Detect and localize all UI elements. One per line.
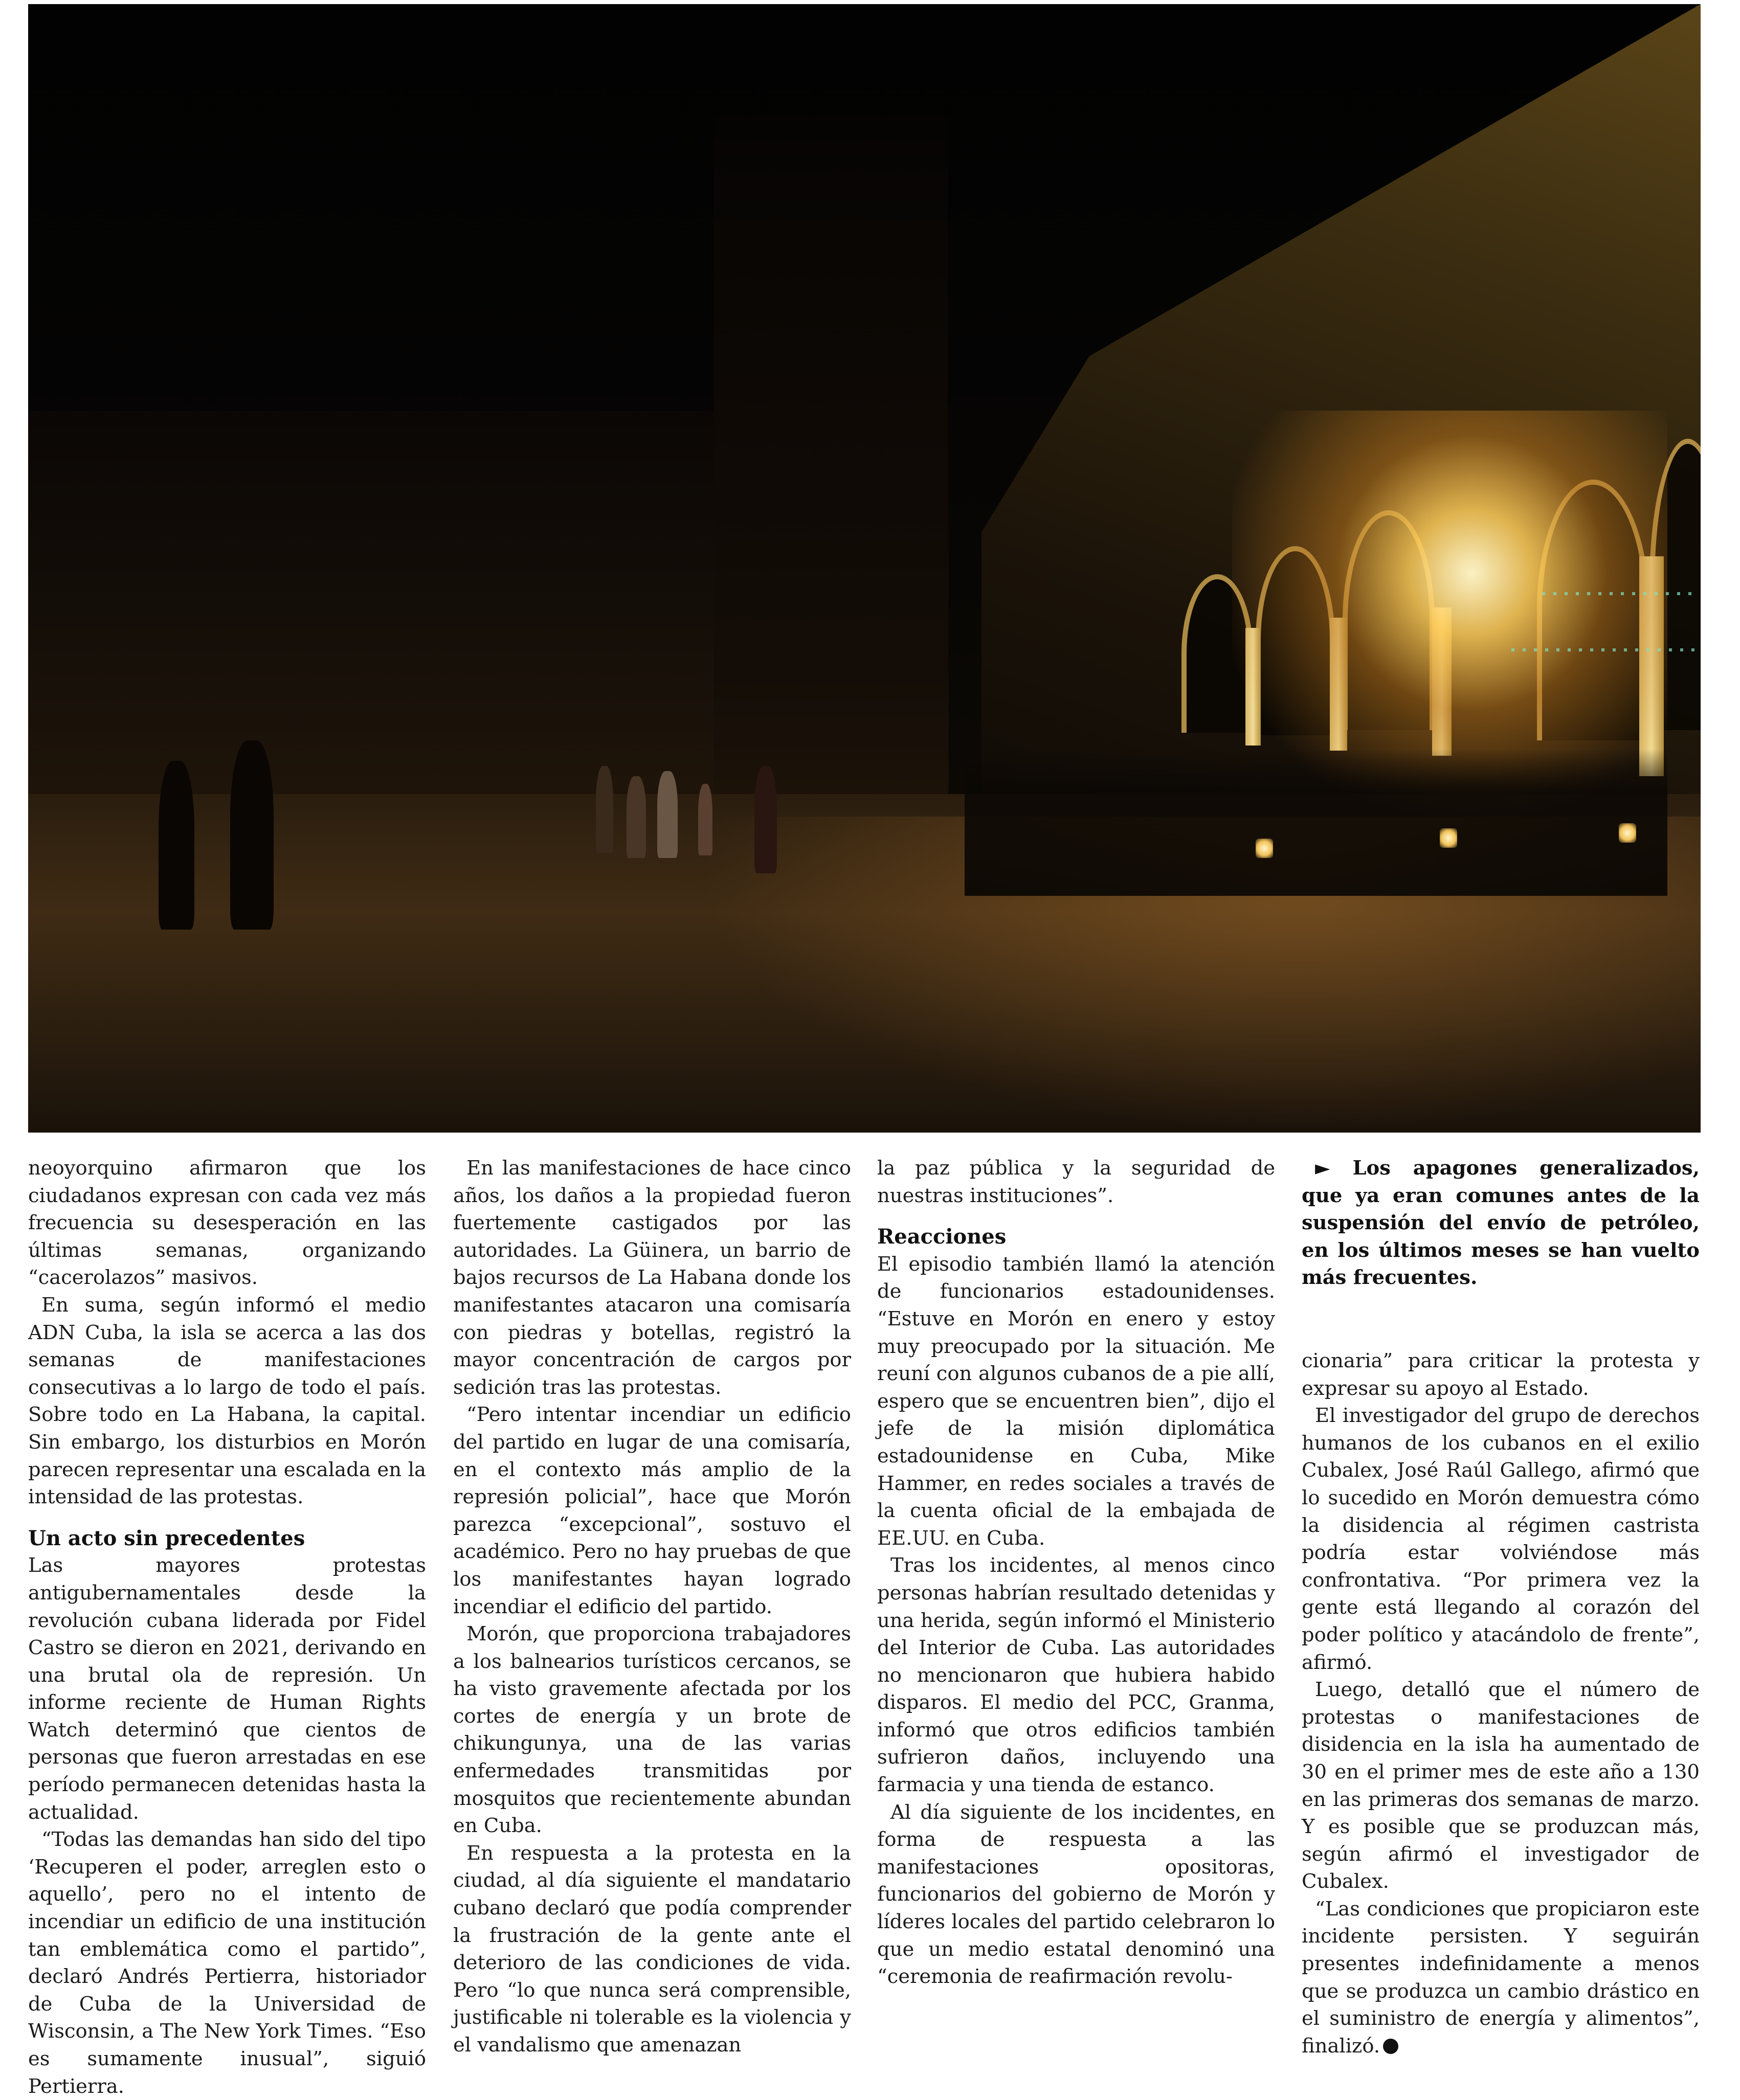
paragraph: la paz pública y la seguridad de nuestras instituciones”. <box>877 1157 1275 1207</box>
paragraph: Morón, que proporciona trabajadores a los balnearios turísticos cercanos, se ha visto gravemente afectada por los cortes de energía y un brote de chikungunya, una de las varias enfermedades transmitidas por mosquitos que recientemente abundan en Cuba. <box>453 1622 851 1838</box>
person-silhouette <box>754 766 777 873</box>
paragraph: El episodio también llamó la atención de funcionarios estadounidenses. “Estuve en Morón en enero y estoy muy preocupado por la situación. Me reuní con algunos cubanos de a pie allí, espero que se encuentren bien”, dijo el jefe de la misión diplomática estadounidense en Cuba, Mike Hammer, en redes sociales a través de la cuenta oficial de la embajada de EE.UU. en Cuba. <box>877 1252 1275 1550</box>
closing-text: “Las condiciones que propiciaron este incidente persisten. Y seguirán presentes indefinidamente a menos que se produzca un cambio drástico en el suministro de energía y alimentos”, finalizó. <box>1302 1897 1700 2058</box>
tower-silhouette <box>714 117 948 817</box>
person-silhouette <box>159 761 194 930</box>
table-lantern <box>1256 839 1273 858</box>
person-silhouette <box>596 766 613 853</box>
caption-arrow-icon: ► <box>1315 1157 1330 1180</box>
table-lantern <box>1619 823 1636 843</box>
paragraph: En las manifestaciones de hace cinco años, los daños a la propiedad fueron fuertemente castigados por las autoridades. La Güinera, un barrio de bajos recursos de La Habana donde los manifestantes atacaron una comisaría con piedras y botellas, registró la mayor concentración de cargos por sedición tras las protestas. <box>453 1157 851 1399</box>
person-silhouette <box>230 740 274 930</box>
caption-text: Los apagones generalizados, que ya eran comunes antes de la suspensión del envío de petróleo, en los últimos meses se han vuelto más frecuentes. <box>1302 1157 1700 1290</box>
article-column-4 <box>1302 1155 1700 1292</box>
paragraph: En respuesta a la protesta en la ciudad, al día siguiente el mandatario cubano declaró que podía comprender la frustración de la gente ante el deterioro de las condiciones de vida. Pero “lo que nunca será comprensible, justificable ni tolerable es la violencia y el vandalismo que amenazan <box>453 1841 851 2057</box>
night-plaza-photo <box>28 4 1701 1133</box>
person-silhouette <box>657 771 678 858</box>
table-lantern <box>1440 828 1457 848</box>
cafe-crowd <box>965 749 1667 896</box>
paragraph: En suma, según informó el medio ADN Cuba, la isla se acerca a las dos semanas de manifestaciones consecutivas a lo largo de todo el país. Sobre todo en La Habana, la capital. Sin embargo, los disturbios en Morón parecen representar una escalada en la intensidad de las protestas. <box>28 1293 426 1509</box>
string-lights <box>1511 648 1696 651</box>
paragraph: El investigador del grupo de derechos humanos de los cubanos en el exilio Cubalex, José Raúl Gallego, afirmó que lo sucedido en Morón demuestra cómo la disidencia al régimen castrista podría estar volviéndose más confrontativa. “Por primera vez la gente está llegando al corazón del poder político y atacándolo de frente”, afirmó. <box>1302 1404 1700 1674</box>
paragraph: Las mayores protestas antigubernamentales desde la revolución cubana liderada por Fidel Castro se dieron en 2021, derivando en una brutal ola de represión. Un informe reciente de Human Rights Watch determinó que cientos de personas que fueron arrestadas en ese período permanecen detenidas hasta la actualidad. <box>28 1554 426 1824</box>
article-column-4-body <box>1302 1347 1700 2060</box>
paragraph: cionaria” para criticar la protesta y expresar su apoyo al Estado. <box>1302 1349 1700 1400</box>
paragraph: neoyorquino afirmaron que los ciudadanos expresan con cada vez más frecuencia su desesperación en las últimas semanas, organizando “cacerolazos” masivos. <box>28 1157 426 1290</box>
paragraph: Tras los incidentes, al menos cinco personas habrían resultado detenidas y una herida, según informó el Ministerio del Interior de Cuba. Las autoridades no mencionaron que hubiera habido disparos. El medio del PCC, Granma, informó que otros edificios también sufrieron daños, incluyendo una farmacia y una tienda de estanco. <box>877 1554 1275 1797</box>
person-silhouette <box>627 776 646 858</box>
paragraph: “Pero intentar incendiar un edificio del partido en lugar de una comisaría, en el contexto más amplio de la represión policial”, hace que Morón parezca “excepcional”, sostuvo el académico. Pero no hay pruebas de que los manifestantes hayan logrado incendiar el edificio del partido. <box>453 1403 851 1618</box>
paragraph: “Todas las demandas han sido del tipo ‘Recuperen el poder, arreglen esto o aquello’, pero no el intento de incendiar un edificio de una institución tan emblemática como el partido”, declaró Andrés Pertierra, historiador de Cuba de la Universidad de Wisconsin, a The New York Times. “Eso es sumamente inusual”, siguió Pertierra. <box>28 1828 426 2098</box>
article-column-3 <box>877 1155 1275 1991</box>
paragraph: Luego, detalló que el número de protestas o manifestaciones de disidencia en la isla ha aumentado de 30 en el primer mes de este año a 130 en las primeras dos semanas de marzo. Y es posible que se produzcan más, según afirmó el investigador de Cubalex. <box>1302 1678 1700 1893</box>
person-silhouette <box>698 784 712 855</box>
subheading: Un acto sin precedentes <box>28 1526 305 1550</box>
subheading: Reacciones <box>877 1225 1007 1249</box>
article-column-2 <box>453 1155 851 2059</box>
end-of-article-icon <box>1383 2039 1398 2054</box>
string-lights <box>1542 592 1696 595</box>
photo-caption <box>1302 1155 1700 1292</box>
article-column-1 <box>28 1155 426 2100</box>
paragraph: Al día siguiente de los incidentes, en forma de respuesta a las manifestaciones opositoras, funcionarios del gobierno de Morón y líderes locales del partido celebraron lo que un medio estatal denominó una “ceremonia de reafirmación revolu- <box>877 1800 1275 1989</box>
paragraph <box>1302 1895 1700 2060</box>
